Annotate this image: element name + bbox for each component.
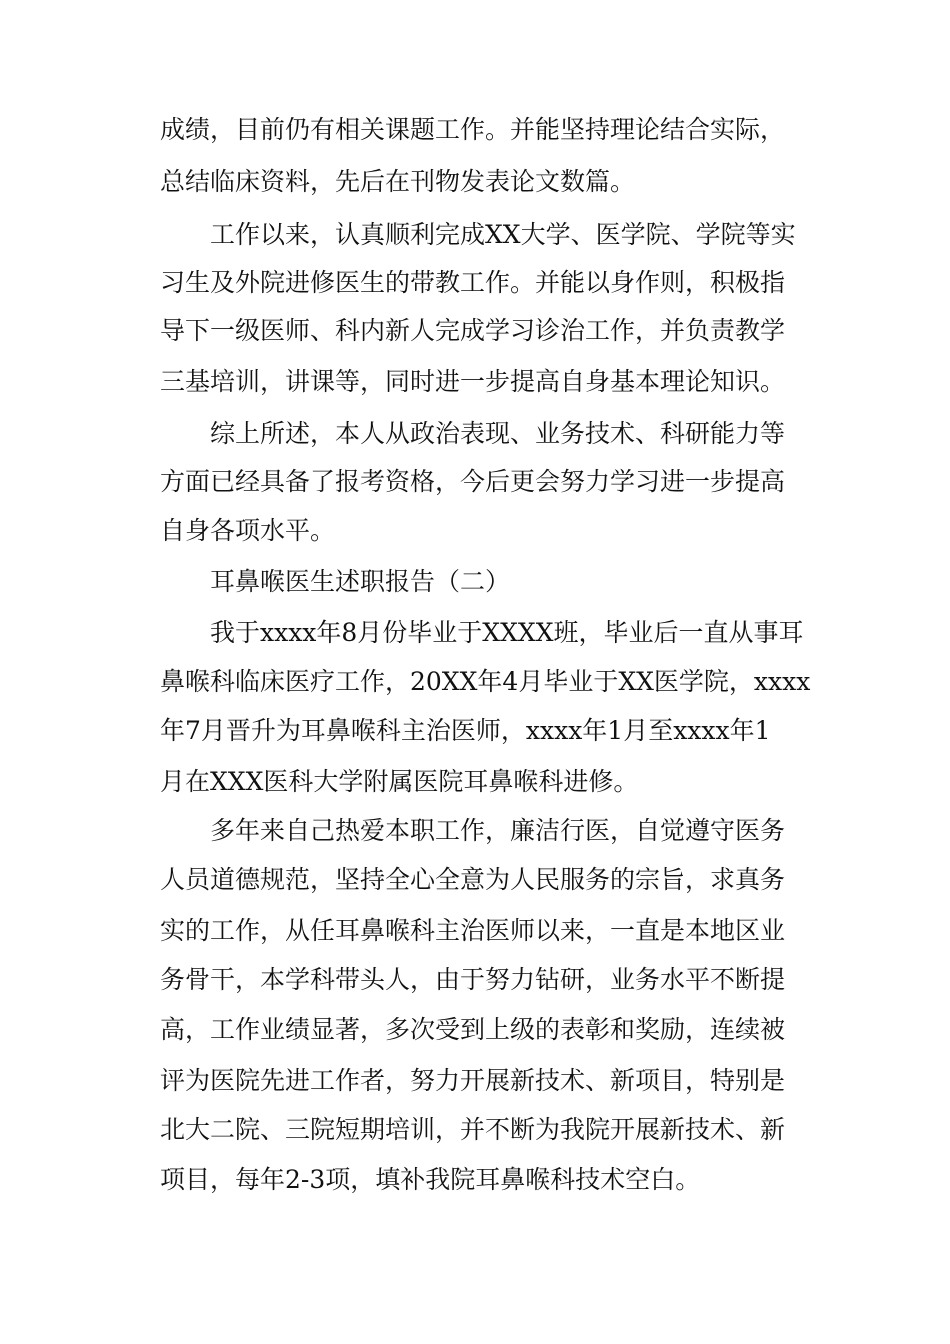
text-line: 鼻喉科临床医疗工作，20XX年4月毕业于XX医学院，xxxx xyxy=(160,667,811,696)
text-line: 自身各项水平。 xyxy=(160,516,336,545)
paragraph-start-line: 综上所述，本人从政治表现、业务技术、科研能力等 xyxy=(210,419,786,448)
text-line: 成绩，目前仍有相关课题工作。并能坚持理论结合实际， xyxy=(160,115,786,144)
text-line: 高，工作业绩显著，多次受到上级的表彰和奖励，连续被 xyxy=(160,1015,786,1044)
text-line: 人员道德规范，坚持全心全意为人民服务的宗旨，求真务 xyxy=(160,865,786,894)
text-line: 年7月晋升为耳鼻喉科主治医师，xxxx年1月至xxxx年1 xyxy=(160,716,771,745)
text-line: 北大二院、三院短期培训，并不断为我院开展新技术、新 xyxy=(160,1115,786,1144)
section-heading: 耳鼻喉医生述职报告（二） xyxy=(210,567,511,596)
text-line: 项目，每年2-3项，填补我院耳鼻喉科技术空白。 xyxy=(160,1165,701,1194)
text-line: 习生及外院进修医生的带教工作。并能以身作则，积极指 xyxy=(160,268,786,297)
text-line: 三基培训，讲课等，同时进一步提高自身基本理论知识。 xyxy=(160,367,786,396)
paragraph-start-line: 工作以来，认真顺利完成XX大学、医学院、学院等实 xyxy=(210,220,796,249)
paragraph-start-line: 多年来自己热爱本职工作，廉洁行医，自觉遵守医务 xyxy=(210,816,786,845)
text-line: 评为医院先进工作者，努力开展新技术、新项目，特别是 xyxy=(160,1066,786,1095)
text-line: 月在XXX医科大学附属医院耳鼻喉科进修。 xyxy=(160,767,639,796)
text-line: 实的工作，从任耳鼻喉科主治医师以来，一直是本地区业 xyxy=(160,916,786,945)
text-line: 导下一级医师、科内新人完成学习诊治工作，并负责教学 xyxy=(160,316,786,345)
text-line: 方面已经具备了报考资格，今后更会努力学习进一步提高 xyxy=(160,467,786,496)
text-line: 总结临床资料，先后在刊物发表论文数篇。 xyxy=(160,167,636,196)
text-line: 务骨干，本学科带头人，由于努力钻研，业务水平不断提 xyxy=(160,965,786,994)
paragraph-start-line: 我于xxxx年8月份毕业于XXXX班，毕业后一直从事耳 xyxy=(210,618,804,647)
